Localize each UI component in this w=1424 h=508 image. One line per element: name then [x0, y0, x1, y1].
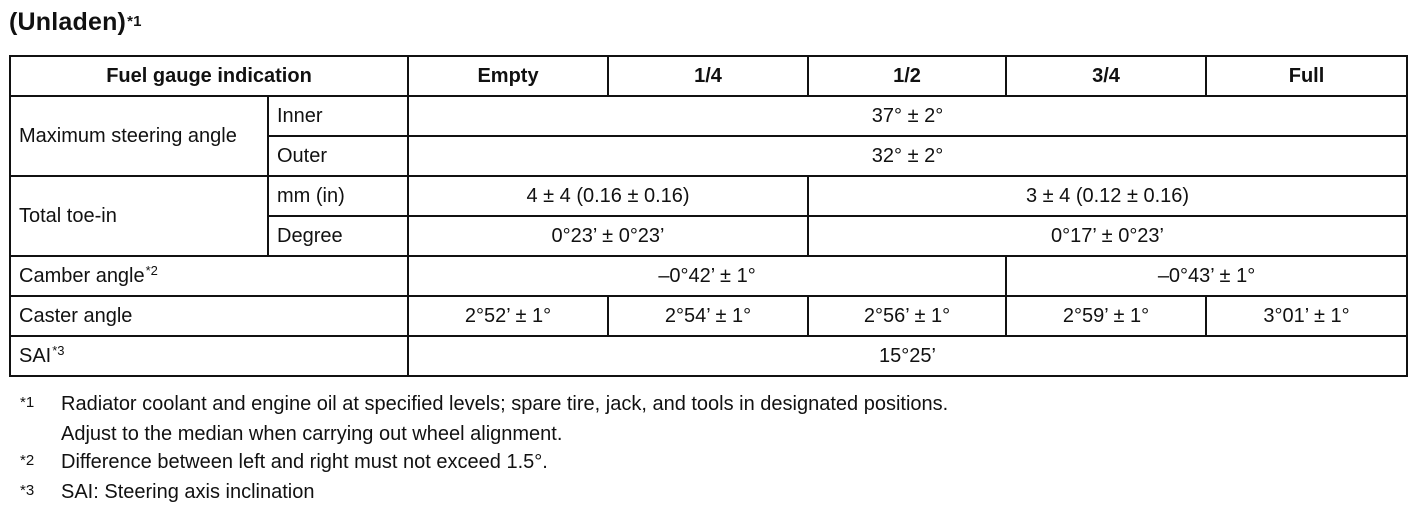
footnote-2: [20, 448, 948, 478]
header-fuel-gauge-indication: Fuel gauge indication: [10, 56, 408, 96]
title-text: (Unladen): [9, 8, 127, 36]
row-max-steering-inner: [10, 96, 1407, 136]
footnote-1-continuation: Adjust to the median when carrying out wheel alignment.: [61, 423, 563, 445]
sai-footnote-mark: *3: [52, 342, 65, 358]
label-total-toe-in: Total toe-in: [10, 176, 268, 256]
label-degree: Degree: [268, 216, 408, 256]
value-caster-full: 3°01’ ± 1°: [1206, 296, 1407, 336]
header-half: 1/2: [808, 56, 1006, 96]
value-outer-steering-angle: 32° ± 2°: [408, 136, 1407, 176]
value-toe-in-degree-half-full: 0°17’ ± 0°23’: [808, 216, 1407, 256]
label-caster-angle: Caster angle: [10, 296, 408, 336]
value-caster-quarter: 2°54’ ± 1°: [608, 296, 808, 336]
value-camber-empty-half: –0°42’ ± 1°: [408, 256, 1006, 296]
value-sai: 15°25’: [408, 336, 1407, 376]
row-toe-in-mm: [10, 176, 1407, 216]
footnote-3-mark: *3: [20, 482, 35, 499]
camber-footnote-mark: *2: [145, 262, 158, 278]
footnote-2-text: Difference between left and right must not exceed 1.5°.: [61, 451, 548, 473]
footnote-3-text: SAI: Steering axis inclination: [61, 481, 315, 503]
label-mm-in: mm (in): [268, 176, 408, 216]
title-footnote-mark: *1: [127, 13, 142, 30]
value-toe-in-degree-empty-quarter: 0°23’ ± 0°23’: [408, 216, 808, 256]
row-camber-angle: [10, 256, 1407, 296]
value-toe-in-mm-empty-quarter: 4 ± 4 (0.16 ± 0.16): [408, 176, 808, 216]
row-caster-angle: [10, 296, 1407, 336]
sai-label-text: SAI: [19, 344, 52, 367]
label-outer: Outer: [268, 136, 408, 176]
label-maximum-steering-angle: Maximum steering angle: [10, 96, 268, 176]
header-three-quarter: 3/4: [1006, 56, 1206, 96]
footnote-3: [20, 478, 948, 508]
label-camber-angle: [10, 256, 408, 296]
footnote-1-text: Radiator coolant and engine oil at specified levels; spare tire, jack, and tools in designated positions.: [61, 393, 949, 415]
footnote-1-mark: *1: [20, 394, 35, 411]
value-caster-three-quarter: 2°59’ ± 1°: [1006, 296, 1206, 336]
value-inner-steering-angle: 37° ± 2°: [408, 96, 1407, 136]
value-camber-three-quarter-full: –0°43’ ± 1°: [1006, 256, 1407, 296]
label-sai: [10, 336, 408, 376]
footnote-1: [20, 390, 948, 420]
camber-label-text: Camber angle: [19, 264, 145, 287]
header-full: Full: [1206, 56, 1407, 96]
header-row: [10, 56, 1407, 96]
value-caster-empty: 2°52’ ± 1°: [408, 296, 608, 336]
footnote-2-mark: *2: [20, 452, 35, 469]
label-inner: Inner: [268, 96, 408, 136]
header-quarter: 1/4: [608, 56, 808, 96]
wheel-alignment-spec-table: [9, 55, 1408, 377]
header-empty: Empty: [408, 56, 608, 96]
footnotes: [20, 390, 948, 508]
value-caster-half: 2°56’ ± 1°: [808, 296, 1006, 336]
row-sai: [10, 336, 1407, 376]
page-title: [9, 8, 142, 37]
value-toe-in-mm-half-full: 3 ± 4 (0.12 ± 0.16): [808, 176, 1407, 216]
